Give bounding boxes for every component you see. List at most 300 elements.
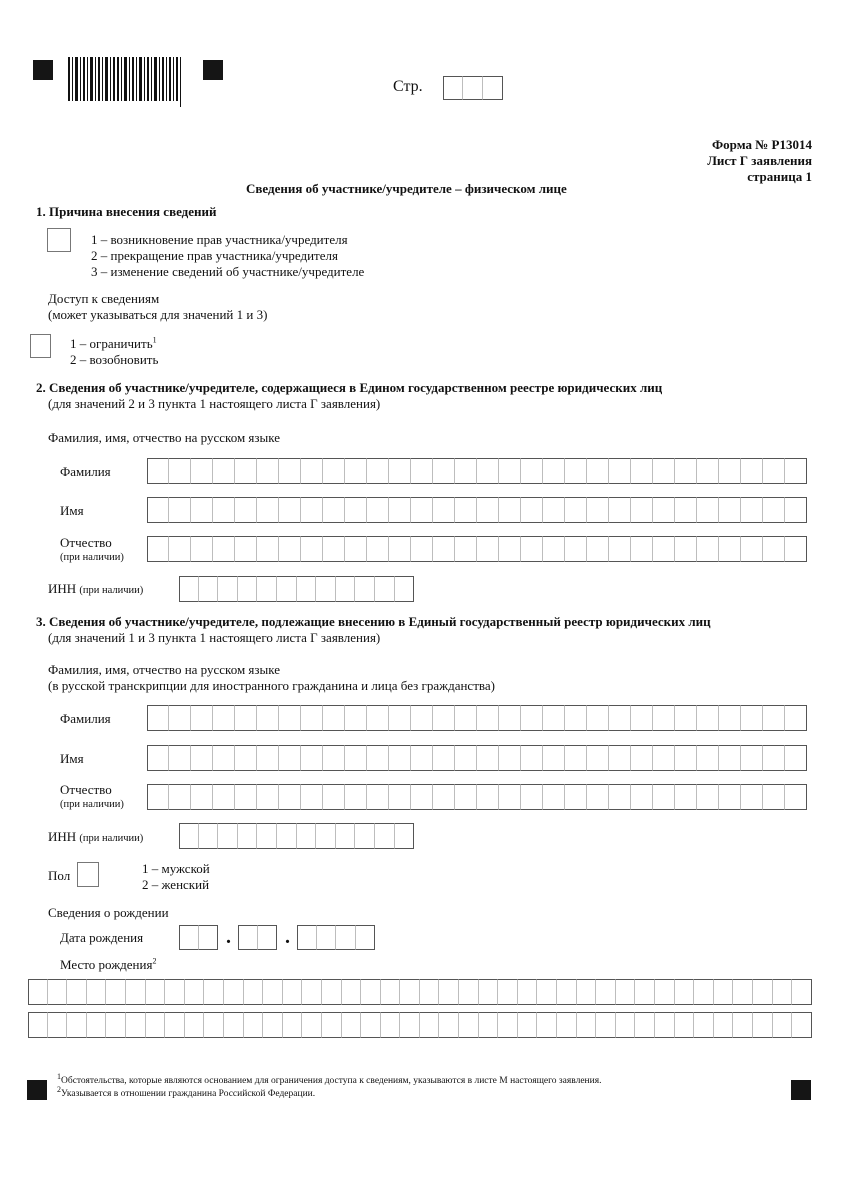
character-cell[interactable] — [345, 705, 367, 731]
character-cell[interactable] — [763, 745, 785, 771]
character-cell[interactable] — [323, 745, 345, 771]
character-cell[interactable] — [675, 458, 697, 484]
character-cell[interactable] — [87, 1012, 107, 1038]
character-cell[interactable] — [345, 745, 367, 771]
character-cell[interactable] — [697, 458, 719, 484]
character-cell[interactable] — [763, 705, 785, 731]
character-cell[interactable] — [277, 823, 297, 849]
character-cell[interactable] — [238, 576, 258, 602]
character-cell[interactable] — [616, 1012, 636, 1038]
character-cell[interactable] — [543, 458, 565, 484]
character-cell[interactable] — [389, 745, 411, 771]
character-cell[interactable] — [28, 979, 48, 1005]
character-cell[interactable] — [257, 536, 279, 562]
character-cell[interactable] — [213, 784, 235, 810]
character-cell[interactable] — [455, 497, 477, 523]
character-cell[interactable] — [213, 745, 235, 771]
character-cell[interactable] — [631, 497, 653, 523]
character-cell[interactable] — [587, 458, 609, 484]
character-cell[interactable] — [179, 925, 199, 950]
character-cell[interactable] — [367, 497, 389, 523]
character-cell[interactable] — [439, 979, 459, 1005]
character-cell[interactable] — [191, 497, 213, 523]
character-cell[interactable] — [361, 979, 381, 1005]
character-cell[interactable] — [381, 1012, 401, 1038]
character-cell[interactable] — [543, 784, 565, 810]
character-cell[interactable] — [301, 784, 323, 810]
character-cell[interactable] — [675, 497, 697, 523]
character-cell[interactable] — [169, 536, 191, 562]
character-cell[interactable] — [521, 458, 543, 484]
character-cell[interactable] — [433, 705, 455, 731]
character-cell[interactable] — [411, 536, 433, 562]
character-cell[interactable] — [213, 705, 235, 731]
character-cell[interactable] — [48, 1012, 68, 1038]
character-cell[interactable] — [653, 536, 675, 562]
character-cell[interactable] — [361, 1012, 381, 1038]
character-cell[interactable] — [147, 458, 169, 484]
character-cell[interactable] — [763, 458, 785, 484]
character-cell[interactable] — [655, 979, 675, 1005]
character-cell[interactable] — [733, 979, 753, 1005]
character-cell[interactable] — [653, 497, 675, 523]
character-cell[interactable] — [411, 745, 433, 771]
character-cell[interactable] — [345, 497, 367, 523]
character-cell[interactable] — [169, 784, 191, 810]
section-2-patronymic-field[interactable] — [147, 536, 807, 562]
character-cell[interactable] — [675, 1012, 695, 1038]
character-cell[interactable] — [316, 823, 336, 849]
character-cell[interactable] — [719, 536, 741, 562]
character-cell[interactable] — [146, 1012, 166, 1038]
character-cell[interactable] — [257, 497, 279, 523]
character-cell[interactable] — [323, 458, 345, 484]
character-cell[interactable] — [557, 979, 577, 1005]
character-cell[interactable] — [235, 784, 257, 810]
character-cell[interactable] — [244, 979, 264, 1005]
character-cell[interactable] — [455, 458, 477, 484]
character-cell[interactable] — [463, 76, 483, 100]
character-cell[interactable] — [420, 1012, 440, 1038]
character-cell[interactable] — [213, 497, 235, 523]
character-cell[interactable] — [479, 1012, 499, 1038]
character-cell[interactable] — [235, 705, 257, 731]
character-cell[interactable] — [609, 497, 631, 523]
character-cell[interactable] — [587, 497, 609, 523]
birth-place-field-line-2[interactable] — [28, 1012, 812, 1038]
character-cell[interactable] — [420, 979, 440, 1005]
character-cell[interactable] — [411, 784, 433, 810]
character-cell[interactable] — [317, 925, 337, 950]
character-cell[interactable] — [342, 1012, 362, 1038]
character-cell[interactable] — [741, 497, 763, 523]
character-cell[interactable] — [565, 536, 587, 562]
reason-code-box[interactable] — [47, 228, 71, 252]
character-cell[interactable] — [694, 979, 714, 1005]
character-cell[interactable] — [218, 823, 238, 849]
character-cell[interactable] — [477, 536, 499, 562]
character-cell[interactable] — [395, 823, 415, 849]
character-cell[interactable] — [596, 1012, 616, 1038]
character-cell[interactable] — [518, 1012, 538, 1038]
birth-place-field-line-1[interactable] — [28, 979, 812, 1005]
character-cell[interactable] — [345, 784, 367, 810]
character-cell[interactable] — [257, 823, 277, 849]
character-cell[interactable] — [126, 1012, 146, 1038]
character-cell[interactable] — [616, 979, 636, 1005]
character-cell[interactable] — [433, 536, 455, 562]
character-cell[interactable] — [301, 705, 323, 731]
character-cell[interactable] — [165, 1012, 185, 1038]
character-cell[interactable] — [719, 784, 741, 810]
character-cell[interactable] — [543, 705, 565, 731]
character-cell[interactable] — [411, 705, 433, 731]
character-cell[interactable] — [147, 784, 169, 810]
character-cell[interactable] — [763, 497, 785, 523]
character-cell[interactable] — [367, 784, 389, 810]
character-cell[interactable] — [185, 979, 205, 1005]
character-cell[interactable] — [336, 925, 356, 950]
character-cell[interactable] — [455, 536, 477, 562]
section-3-inn-field[interactable] — [179, 823, 414, 849]
character-cell[interactable] — [565, 497, 587, 523]
character-cell[interactable] — [792, 979, 812, 1005]
character-cell[interactable] — [653, 458, 675, 484]
section-3-name-field[interactable] — [147, 745, 807, 771]
character-cell[interactable] — [235, 497, 257, 523]
character-cell[interactable] — [479, 979, 499, 1005]
character-cell[interactable] — [587, 536, 609, 562]
character-cell[interactable] — [785, 745, 807, 771]
character-cell[interactable] — [697, 705, 719, 731]
character-cell[interactable] — [631, 705, 653, 731]
character-cell[interactable] — [389, 784, 411, 810]
character-cell[interactable] — [302, 979, 322, 1005]
character-cell[interactable] — [655, 1012, 675, 1038]
character-cell[interactable] — [257, 705, 279, 731]
character-cell[interactable] — [302, 1012, 322, 1038]
character-cell[interactable] — [773, 1012, 793, 1038]
section-2-inn-field[interactable] — [179, 576, 414, 602]
character-cell[interactable] — [587, 784, 609, 810]
character-cell[interactable] — [675, 784, 697, 810]
character-cell[interactable] — [733, 1012, 753, 1038]
character-cell[interactable] — [773, 979, 793, 1005]
section-2-name-field[interactable] — [147, 497, 807, 523]
access-code-box[interactable] — [30, 334, 51, 358]
character-cell[interactable] — [106, 1012, 126, 1038]
character-cell[interactable] — [213, 536, 235, 562]
character-cell[interactable] — [244, 1012, 264, 1038]
character-cell[interactable] — [218, 576, 238, 602]
character-cell[interactable] — [367, 536, 389, 562]
character-cell[interactable] — [483, 76, 503, 100]
character-cell[interactable] — [279, 784, 301, 810]
character-cell[interactable] — [459, 979, 479, 1005]
character-cell[interactable] — [499, 536, 521, 562]
character-cell[interactable] — [521, 705, 543, 731]
character-cell[interactable] — [653, 745, 675, 771]
character-cell[interactable] — [301, 458, 323, 484]
character-cell[interactable] — [257, 576, 277, 602]
character-cell[interactable] — [714, 979, 734, 1005]
character-cell[interactable] — [439, 1012, 459, 1038]
character-cell[interactable] — [316, 576, 336, 602]
character-cell[interactable] — [741, 536, 763, 562]
character-cell[interactable] — [356, 925, 376, 950]
character-cell[interactable] — [257, 458, 279, 484]
character-cell[interactable] — [631, 458, 653, 484]
character-cell[interactable] — [257, 784, 279, 810]
character-cell[interactable] — [455, 705, 477, 731]
character-cell[interactable] — [719, 705, 741, 731]
character-cell[interactable] — [609, 784, 631, 810]
character-cell[interactable] — [537, 979, 557, 1005]
character-cell[interactable] — [499, 745, 521, 771]
character-cell[interactable] — [204, 979, 224, 1005]
character-cell[interactable] — [147, 536, 169, 562]
character-cell[interactable] — [169, 497, 191, 523]
character-cell[interactable] — [199, 576, 219, 602]
character-cell[interactable] — [169, 705, 191, 731]
character-cell[interactable] — [785, 536, 807, 562]
character-cell[interactable] — [498, 979, 518, 1005]
character-cell[interactable] — [28, 1012, 48, 1038]
character-cell[interactable] — [477, 705, 499, 731]
character-cell[interactable] — [443, 76, 463, 100]
birth-day-field[interactable] — [179, 925, 218, 950]
section-3-surname-field[interactable] — [147, 705, 807, 731]
character-cell[interactable] — [521, 745, 543, 771]
character-cell[interactable] — [400, 979, 420, 1005]
character-cell[interactable] — [499, 784, 521, 810]
character-cell[interactable] — [87, 979, 107, 1005]
character-cell[interactable] — [543, 536, 565, 562]
character-cell[interactable] — [675, 536, 697, 562]
character-cell[interactable] — [213, 458, 235, 484]
character-cell[interactable] — [389, 705, 411, 731]
character-cell[interactable] — [498, 1012, 518, 1038]
character-cell[interactable] — [785, 784, 807, 810]
character-cell[interactable] — [67, 979, 87, 1005]
character-cell[interactable] — [792, 1012, 812, 1038]
character-cell[interactable] — [785, 705, 807, 731]
character-cell[interactable] — [543, 745, 565, 771]
character-cell[interactable] — [238, 823, 258, 849]
character-cell[interactable] — [389, 497, 411, 523]
character-cell[interactable] — [323, 536, 345, 562]
character-cell[interactable] — [301, 497, 323, 523]
character-cell[interactable] — [455, 784, 477, 810]
character-cell[interactable] — [694, 1012, 714, 1038]
character-cell[interactable] — [191, 458, 213, 484]
character-cell[interactable] — [697, 745, 719, 771]
character-cell[interactable] — [169, 458, 191, 484]
character-cell[interactable] — [675, 745, 697, 771]
character-cell[interactable] — [238, 925, 258, 950]
character-cell[interactable] — [635, 979, 655, 1005]
character-cell[interactable] — [367, 745, 389, 771]
character-cell[interactable] — [191, 705, 213, 731]
character-cell[interactable] — [263, 1012, 283, 1038]
character-cell[interactable] — [477, 745, 499, 771]
character-cell[interactable] — [204, 1012, 224, 1038]
character-cell[interactable] — [257, 745, 279, 771]
character-cell[interactable] — [565, 784, 587, 810]
character-cell[interactable] — [147, 497, 169, 523]
character-cell[interactable] — [609, 745, 631, 771]
character-cell[interactable] — [179, 576, 199, 602]
character-cell[interactable] — [477, 784, 499, 810]
character-cell[interactable] — [355, 576, 375, 602]
character-cell[interactable] — [785, 497, 807, 523]
character-cell[interactable] — [389, 536, 411, 562]
character-cell[interactable] — [322, 979, 342, 1005]
character-cell[interactable] — [653, 784, 675, 810]
character-cell[interactable] — [263, 979, 283, 1005]
character-cell[interactable] — [283, 979, 303, 1005]
character-cell[interactable] — [635, 1012, 655, 1038]
character-cell[interactable] — [596, 979, 616, 1005]
character-cell[interactable] — [631, 745, 653, 771]
character-cell[interactable] — [433, 784, 455, 810]
character-cell[interactable] — [147, 705, 169, 731]
character-cell[interactable] — [277, 576, 297, 602]
character-cell[interactable] — [719, 458, 741, 484]
character-cell[interactable] — [279, 458, 301, 484]
character-cell[interactable] — [521, 784, 543, 810]
character-cell[interactable] — [323, 497, 345, 523]
character-cell[interactable] — [199, 823, 219, 849]
character-cell[interactable] — [283, 1012, 303, 1038]
character-cell[interactable] — [48, 979, 68, 1005]
character-cell[interactable] — [697, 497, 719, 523]
character-cell[interactable] — [675, 979, 695, 1005]
character-cell[interactable] — [565, 745, 587, 771]
character-cell[interactable] — [169, 745, 191, 771]
character-cell[interactable] — [367, 705, 389, 731]
character-cell[interactable] — [455, 745, 477, 771]
character-cell[interactable] — [697, 784, 719, 810]
character-cell[interactable] — [477, 458, 499, 484]
character-cell[interactable] — [345, 536, 367, 562]
character-cell[interactable] — [609, 458, 631, 484]
character-cell[interactable] — [375, 576, 395, 602]
character-cell[interactable] — [459, 1012, 479, 1038]
character-cell[interactable] — [400, 1012, 420, 1038]
birth-month-field[interactable] — [238, 925, 277, 950]
character-cell[interactable] — [224, 979, 244, 1005]
character-cell[interactable] — [433, 497, 455, 523]
character-cell[interactable] — [565, 705, 587, 731]
character-cell[interactable] — [631, 536, 653, 562]
character-cell[interactable] — [224, 1012, 244, 1038]
character-cell[interactable] — [433, 745, 455, 771]
character-cell[interactable] — [577, 979, 597, 1005]
character-cell[interactable] — [279, 497, 301, 523]
character-cell[interactable] — [577, 1012, 597, 1038]
character-cell[interactable] — [763, 536, 785, 562]
character-cell[interactable] — [323, 705, 345, 731]
character-cell[interactable] — [521, 536, 543, 562]
character-cell[interactable] — [763, 784, 785, 810]
character-cell[interactable] — [433, 458, 455, 484]
character-cell[interactable] — [235, 745, 257, 771]
character-cell[interactable] — [126, 979, 146, 1005]
character-cell[interactable] — [499, 458, 521, 484]
page-number-field[interactable] — [443, 76, 503, 100]
character-cell[interactable] — [336, 576, 356, 602]
character-cell[interactable] — [741, 745, 763, 771]
character-cell[interactable] — [521, 497, 543, 523]
character-cell[interactable] — [719, 745, 741, 771]
character-cell[interactable] — [342, 979, 362, 1005]
character-cell[interactable] — [106, 979, 126, 1005]
character-cell[interactable] — [565, 458, 587, 484]
character-cell[interactable] — [389, 458, 411, 484]
character-cell[interactable] — [345, 458, 367, 484]
character-cell[interactable] — [741, 784, 763, 810]
character-cell[interactable] — [741, 705, 763, 731]
character-cell[interactable] — [697, 536, 719, 562]
character-cell[interactable] — [367, 458, 389, 484]
section-3-patronymic-field[interactable] — [147, 784, 807, 810]
character-cell[interactable] — [609, 536, 631, 562]
character-cell[interactable] — [199, 925, 219, 950]
character-cell[interactable] — [411, 458, 433, 484]
character-cell[interactable] — [557, 1012, 577, 1038]
character-cell[interactable] — [741, 458, 763, 484]
character-cell[interactable] — [355, 823, 375, 849]
character-cell[interactable] — [301, 745, 323, 771]
character-cell[interactable] — [477, 497, 499, 523]
character-cell[interactable] — [587, 745, 609, 771]
character-cell[interactable] — [323, 784, 345, 810]
character-cell[interactable] — [165, 979, 185, 1005]
character-cell[interactable] — [653, 705, 675, 731]
character-cell[interactable] — [609, 705, 631, 731]
character-cell[interactable] — [191, 784, 213, 810]
character-cell[interactable] — [537, 1012, 557, 1038]
character-cell[interactable] — [235, 458, 257, 484]
character-cell[interactable] — [279, 745, 301, 771]
character-cell[interactable] — [631, 784, 653, 810]
character-cell[interactable] — [179, 823, 199, 849]
character-cell[interactable] — [395, 576, 415, 602]
character-cell[interactable] — [499, 705, 521, 731]
character-cell[interactable] — [753, 1012, 773, 1038]
character-cell[interactable] — [719, 497, 741, 523]
character-cell[interactable] — [587, 705, 609, 731]
character-cell[interactable] — [185, 1012, 205, 1038]
character-cell[interactable] — [146, 979, 166, 1005]
character-cell[interactable] — [411, 497, 433, 523]
character-cell[interactable] — [297, 925, 317, 950]
character-cell[interactable] — [322, 1012, 342, 1038]
character-cell[interactable] — [753, 979, 773, 1005]
character-cell[interactable] — [336, 823, 356, 849]
character-cell[interactable] — [543, 497, 565, 523]
birth-year-field[interactable] — [297, 925, 375, 950]
character-cell[interactable] — [301, 536, 323, 562]
section-2-surname-field[interactable] — [147, 458, 807, 484]
character-cell[interactable] — [785, 458, 807, 484]
character-cell[interactable] — [297, 823, 317, 849]
character-cell[interactable] — [714, 1012, 734, 1038]
character-cell[interactable] — [297, 576, 317, 602]
character-cell[interactable] — [279, 536, 301, 562]
character-cell[interactable] — [675, 705, 697, 731]
